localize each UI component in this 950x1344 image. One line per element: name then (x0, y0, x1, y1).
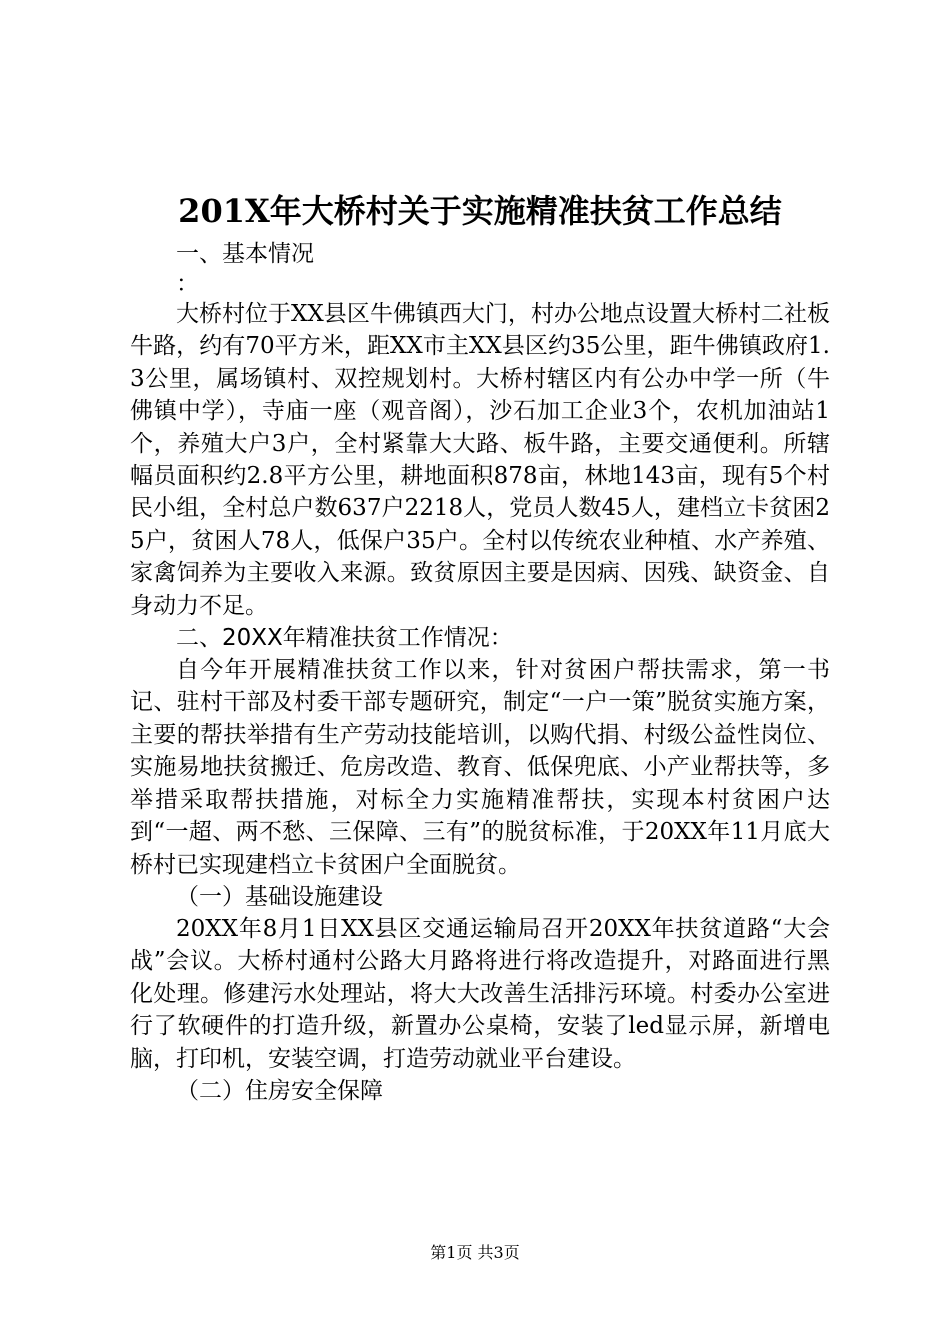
section-heading-colon: ： (176, 271, 199, 297)
section-heading-poverty-work: 二、20XX年精准扶贫工作情况： (176, 625, 513, 652)
subsection-heading-housing: （二）住房安全保障 (176, 1077, 383, 1104)
document-title: 201X年大桥村关于实施精准扶贫工作总结 (178, 192, 782, 230)
paragraph-infrastructure: 20XX年8月1日XX县区交通运输局召开20XX年扶贫道路“大会战”会议。大桥村通村公路大月路将进行将改造提升，对路面进行黑化处理。修建污水处理站，将大大改善生活排污环境。村委办公室进行了软硬件的打造升级，新置办公桌椅，安装了led显示屏，新增电脑，打印机，安装空调，打造劳动就业平台建设。 (130, 915, 830, 1072)
paragraph-basic-info: 大桥村位于XX县区牛佛镇西大门，村办公地点设置大桥村二社板牛路，约有70平方米，距XX市主XX县区约35公里，距牛佛镇政府1.3公里，属场镇村、双控规划村。大桥村辖区内有公办中学一所（牛佛镇中学），寺庙一座（观音阁），沙石加工企业3个，农机加油站1个，养殖大户3户，全村紧靠大大路、板牛路，主要交通便利。所辖幅员面积约2.8平方公里，耕地面积878亩，林地143亩，现有5个村民小组，全村总户数637户2218人，党员人数45人，建档立卡贫困25户，贫困人78人，低保户35户。全村以传统农业种植、水产养殖、家禽饲养为主要收入来源。致贫原因主要是因病、因残、缺资金、自身动力不足。 (130, 301, 830, 619)
section-heading-basic-info: 一、基本情况 (176, 241, 314, 267)
document-body (130, 188, 830, 1107)
subsection-heading-infrastructure: （一）基础设施建设 (176, 883, 383, 910)
page-footer: 第1页 共3页 (430, 1243, 520, 1262)
paragraph-poverty-work: 自今年开展精准扶贫工作以来，针对贫困户帮扶需求，第一书记、驻村干部及村委干部专题研究，制定“一户一策”脱贫实施方案，主要的帮扶举措有生产劳动技能培训，以购代捐、村级公益性岗位、实施易地扶贫搬迁、危房改造、教育、低保兜底、小产业帮扶等，多举措采取帮扶措施，对标全力实施精准帮扶，实现本村贫困户达到“一超、两不愁、三保障、三有”的脱贫标准，于20XX年11月底大桥村已实现建档立卡贫困户全面脱贫。 (130, 657, 830, 878)
